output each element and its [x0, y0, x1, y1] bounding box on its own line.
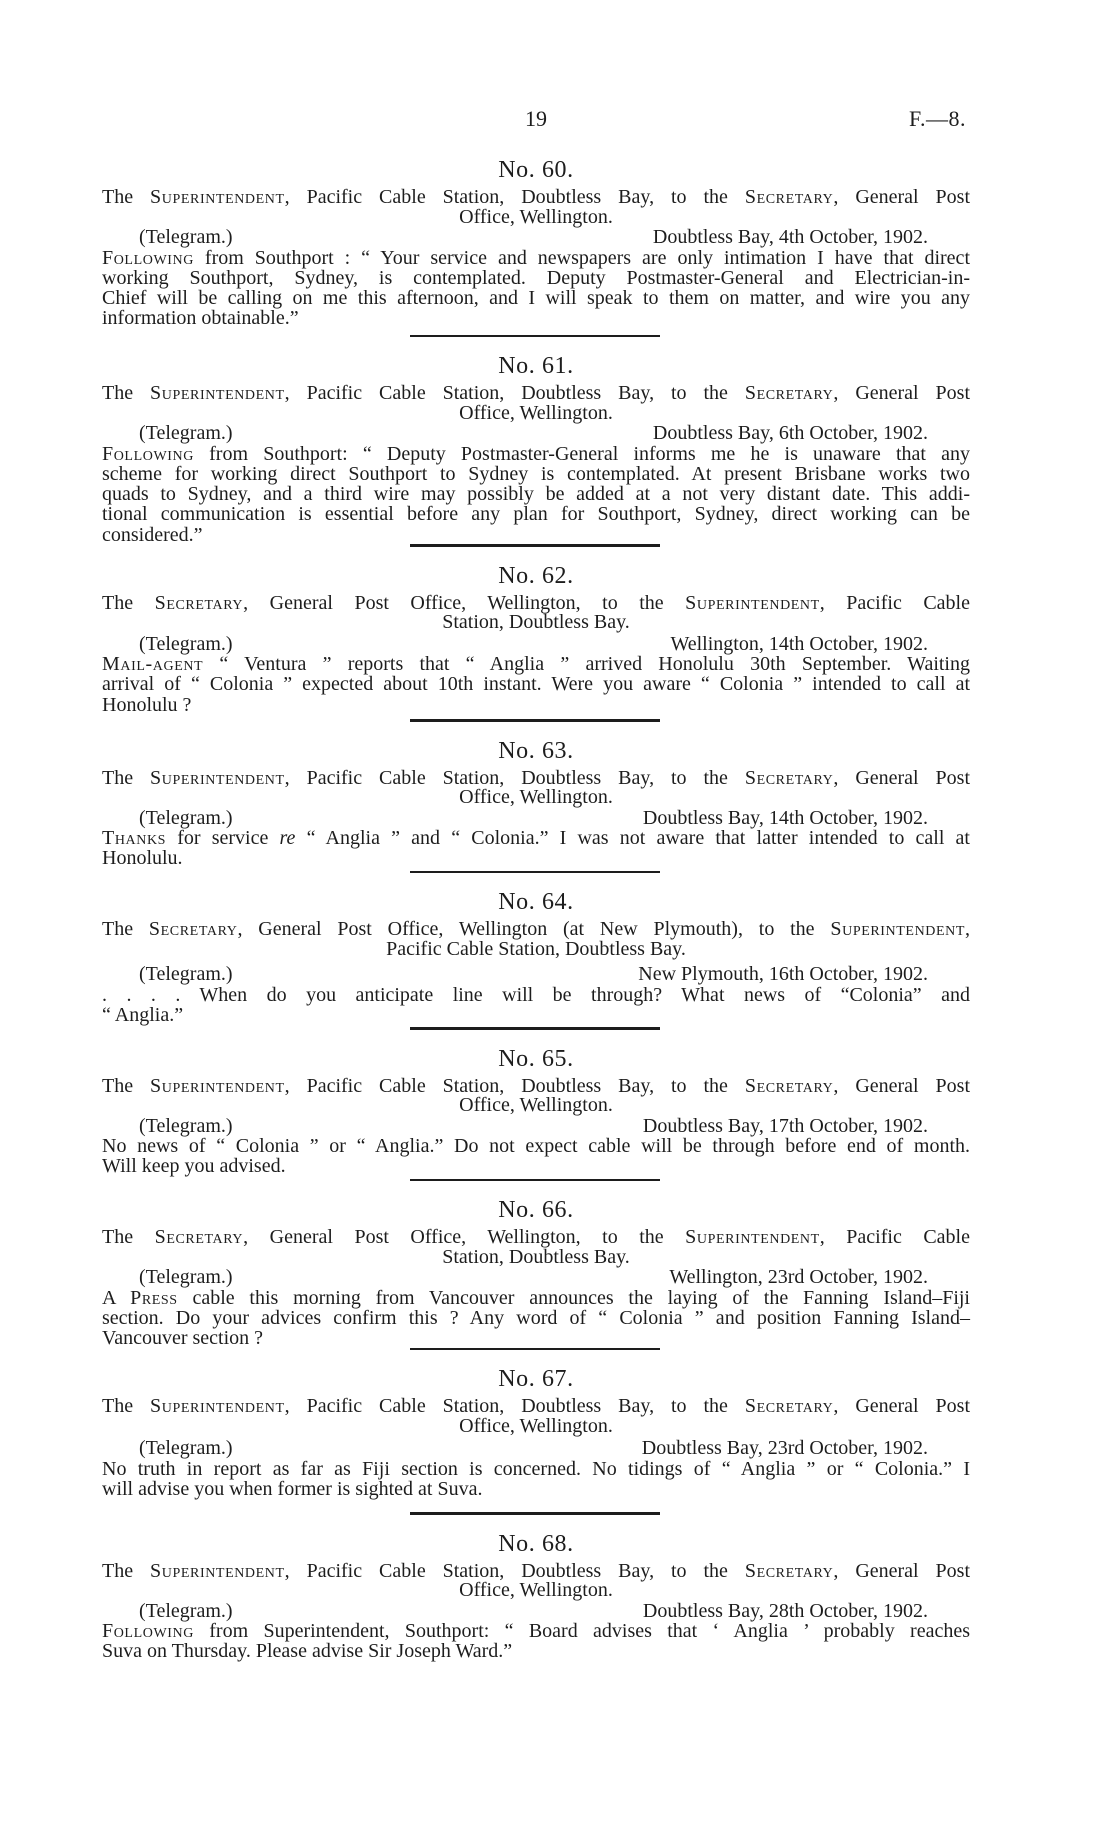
- dateline: Doubtless Bay, 6th October, 1902.: [652, 422, 928, 444]
- text-run: will advise you when former is sighted at Suva.: [102, 1477, 483, 1500]
- body-line: [102, 674, 970, 694]
- text-run: Office, Wellington.: [459, 401, 613, 424]
- text-run: The: [102, 1074, 151, 1097]
- entry-number-heading: No. 60.: [498, 157, 574, 183]
- small-caps-text: Mail-agent: [102, 653, 204, 675]
- address-line: [102, 205, 970, 228]
- body-line: [102, 525, 970, 545]
- body-line: [102, 464, 970, 484]
- telegram-label: (Telegram.): [139, 1599, 233, 1622]
- text-run: No news of “ Colonia ” or “ Anglia.” Do not expect cable will be through before end of month.: [102, 1135, 970, 1157]
- body-line: [102, 1308, 970, 1328]
- text-run: working Southport, Sydney, is contemplated. Deputy Postmaster-General and Electrician-in-: [102, 266, 970, 289]
- body-line: [102, 1459, 970, 1479]
- body-line: [102, 1641, 970, 1661]
- body-line: [102, 1328, 970, 1348]
- address-block: [102, 591, 970, 633]
- small-caps-text: Following: [102, 246, 194, 269]
- small-caps-text: Secretary: [744, 766, 834, 789]
- message-body: [102, 654, 970, 715]
- body-line: [102, 828, 970, 848]
- telegram-dateline-row: [102, 1116, 970, 1137]
- small-caps-text: Press: [130, 1286, 178, 1309]
- message-body: [102, 444, 970, 545]
- telegram-entry: [102, 1046, 970, 1177]
- body-line: [102, 248, 970, 268]
- address-block: [102, 1559, 971, 1601]
- address-block: [102, 1074, 971, 1116]
- body-line: [102, 1621, 970, 1641]
- text-run: , Pacific Cable: [819, 1226, 970, 1248]
- text-run: Office, Wellington.: [459, 786, 613, 808]
- body-line: [102, 484, 970, 504]
- telegram-label: (Telegram.): [139, 806, 233, 829]
- address-line: [102, 788, 970, 808]
- text-run: arrival of “ Colonia ” expected about 10th instant. Were you aware “ Colonia ” intended to call at: [102, 673, 970, 696]
- small-caps-text: Secretary: [744, 186, 834, 208]
- text-run: Office, Wellington.: [459, 1414, 613, 1437]
- body-line: [102, 308, 970, 328]
- telegram-dateline-row: [102, 423, 970, 444]
- dateline: New Plymouth, 16th October, 1902.: [638, 963, 928, 985]
- text-run: scheme for working direct Southport to Sydney is contemplated. At present Brisbane works two: [102, 462, 970, 485]
- text-run: “ Anglia ” and “ Colonia.” I was not aware that latter intended to call at: [295, 827, 970, 849]
- text-run: cable this morning from Vancouver announces the laying of the Fanning Island–Fiji: [177, 1286, 970, 1309]
- body-line: [102, 444, 970, 464]
- text-run: from Superintendent, Southport: “ Board advises that ‘ Anglia ’ probably reaches: [193, 1620, 970, 1642]
- entry-number-heading: No. 61.: [498, 353, 574, 379]
- message-body: [102, 1136, 970, 1177]
- dateline: Doubtless Bay, 14th October, 1902.: [642, 806, 928, 829]
- telegram-entry: [102, 1366, 970, 1499]
- section-rule: [410, 1348, 660, 1351]
- text-run: The: [102, 382, 151, 404]
- text-run: A: [102, 1286, 131, 1309]
- dateline: Doubtless Bay, 28th October, 1902.: [642, 1599, 928, 1622]
- body-line: [102, 1136, 970, 1156]
- small-caps-text: Following: [102, 1620, 194, 1642]
- telegram-label: (Telegram.): [139, 1266, 233, 1288]
- text-run: Honolulu.: [102, 847, 183, 870]
- text-run: tional communication is essential before any plan for Southport, Sydney, direct working can be: [102, 503, 970, 526]
- text-run: , Pacific Cable Station, Doubtless Bay, to the: [284, 766, 745, 789]
- telegram-entry: [102, 157, 970, 329]
- body-line: [102, 1005, 970, 1025]
- address-block: [102, 1228, 970, 1267]
- text-run: Station, Doubtless Bay.: [442, 1245, 630, 1268]
- entry-number-heading: No. 63.: [498, 737, 574, 764]
- text-run: , General Post Office, Wellington (at New Plymouth), to the: [237, 918, 831, 940]
- text-run: The: [102, 918, 149, 940]
- telegram-label: (Telegram.): [139, 226, 233, 248]
- section-rule: [410, 544, 660, 547]
- telegram-entry: [102, 1531, 970, 1662]
- message-body: [102, 985, 970, 1026]
- text-run: , General Post: [833, 186, 971, 208]
- text-run: “ Ventura ” reports that “ Anglia ” arrived Honolulu 30th September. Waiting: [203, 653, 970, 675]
- small-caps-text: Superintendent: [150, 1074, 285, 1097]
- text-run: , General Post: [833, 766, 971, 789]
- text-run: , General Post Office, Wellington, to the: [243, 1226, 686, 1248]
- section-rule: [410, 871, 660, 874]
- telegram-entry: [102, 738, 970, 869]
- telegram-entry: [102, 1197, 970, 1348]
- small-caps-text: Superintendent: [150, 1559, 285, 1582]
- text-run: , Pacific Cable Station, Doubtless Bay, to the: [284, 1559, 745, 1582]
- small-caps-text: Secretary: [744, 382, 834, 404]
- body-line: [102, 1288, 970, 1308]
- text-run: Pacific Cable Station, Doubtless Bay.: [386, 937, 686, 960]
- text-run: , General Post: [833, 382, 971, 404]
- body-line: [102, 268, 970, 288]
- text-run: “ Anglia.”: [102, 1003, 184, 1026]
- entry-number-heading: No. 66.: [498, 1197, 574, 1223]
- address-block: [102, 384, 970, 423]
- text-run: Suva on Thursday. Please advise Sir Joseph Ward.”: [102, 1640, 513, 1663]
- text-run: quads to Sydney, and a third wire may possibly be added at a not very distant date. This addi-: [102, 483, 970, 506]
- address-block: [102, 1397, 970, 1436]
- telegram-entry: [102, 889, 970, 1025]
- telegram-dateline-row: [102, 634, 970, 655]
- address-block: [102, 766, 971, 808]
- text-run: from Southport: “ Deputy Postmaster-General informs me he is unaware that any: [193, 442, 970, 465]
- italic-text: re: [279, 827, 296, 849]
- telegram-label: (Telegram.): [139, 963, 233, 985]
- message-body: [102, 1621, 970, 1662]
- small-caps-text: Secretary: [744, 1559, 834, 1582]
- message-body: [102, 1288, 970, 1349]
- telegram-label: (Telegram.): [139, 632, 233, 655]
- text-run: Office, Wellington.: [459, 205, 613, 228]
- text-run: Honolulu ?: [102, 693, 192, 716]
- text-run: , General Post: [833, 1395, 971, 1417]
- text-run: , Pacific Cable: [819, 591, 970, 614]
- telegram-entry: [102, 563, 970, 715]
- text-run: , Pacific Cable Station, Doubtless Bay, to the: [284, 186, 745, 208]
- section-rule: [410, 1027, 660, 1030]
- text-run: section. Do your advices confirm this ? Any word of “ Colonia ” and position Fanning Island–: [102, 1306, 970, 1329]
- text-run: Office, Wellington.: [459, 1579, 613, 1601]
- small-caps-text: Thanks: [102, 827, 167, 849]
- text-run: No truth in report as far as Fiji section is concerned. No tidings of “ Anglia ” or “ Colonia.” I: [102, 1457, 970, 1480]
- text-run: The: [102, 591, 155, 614]
- small-caps-text: Superintendent: [150, 766, 285, 789]
- message-body: [102, 248, 970, 329]
- address-line: [102, 401, 970, 424]
- text-run: Vancouver section ?: [102, 1327, 264, 1350]
- text-run: The: [102, 1395, 151, 1417]
- address-block: [102, 188, 970, 227]
- telegram-dateline-row: [102, 808, 970, 829]
- telegram-label: (Telegram.): [139, 422, 233, 444]
- text-run: , General Post: [833, 1074, 971, 1097]
- section-rule: [410, 1512, 660, 1515]
- body-line: [102, 1156, 970, 1176]
- small-caps-text: Superintendent: [150, 1395, 285, 1417]
- telegram-dateline-row: [102, 1601, 970, 1622]
- small-caps-text: Secretary: [744, 1074, 834, 1097]
- entry-number-heading: No. 67.: [498, 1366, 574, 1392]
- text-run: from Southport : “ Your service and newspapers are only intimation I have that direct: [193, 246, 970, 269]
- section-rule: [410, 1179, 660, 1182]
- text-run: , General Post: [833, 1559, 971, 1582]
- text-run: Will keep you advised.: [102, 1155, 286, 1178]
- small-caps-text: Superintendent: [685, 591, 820, 614]
- address-line: [102, 1414, 970, 1437]
- text-run: . . . . When do you anticipate line will be through? What news of “Colonia” and: [102, 983, 970, 1006]
- small-caps-text: Secretary: [154, 1226, 244, 1248]
- text-run: for service: [166, 827, 280, 849]
- telegram-dateline-row: [102, 227, 970, 248]
- section-rule: [410, 719, 660, 722]
- small-caps-text: Following: [102, 442, 194, 465]
- small-caps-text: Secretary: [154, 591, 244, 614]
- text-run: , Pacific Cable Station, Doubtless Bay, to the: [284, 1074, 745, 1097]
- telegram-label: (Telegram.): [139, 1437, 233, 1459]
- body-line: [102, 654, 970, 674]
- text-run: The: [102, 1226, 155, 1248]
- text-run: considered.”: [102, 523, 203, 546]
- telegram-label: (Telegram.): [139, 1114, 233, 1137]
- telegram-dateline-row: [102, 964, 970, 985]
- entry-number-heading: No. 68.: [498, 1530, 574, 1557]
- text-run: The: [102, 766, 151, 789]
- text-run: information obtainable.”: [102, 307, 299, 330]
- entry-number-heading: No. 62.: [498, 562, 574, 589]
- text-run: Chief will be calling on me this afternoon, and I will speak to them on matter, and wire you any: [102, 287, 970, 310]
- page-reference: F.—8.: [909, 106, 966, 131]
- text-run: , Pacific Cable Station, Doubtless Bay, to the: [284, 1395, 745, 1417]
- dateline: Wellington, 14th October, 1902.: [670, 632, 928, 655]
- entry-number-heading: No. 65.: [498, 1045, 574, 1072]
- small-caps-text: Superintendent: [150, 382, 285, 404]
- small-caps-text: Superintendent: [830, 918, 966, 940]
- section-rule: [410, 335, 660, 338]
- small-caps-text: Secretary: [148, 918, 238, 940]
- telegram-dateline-row: [102, 1267, 970, 1288]
- body-line: [102, 848, 970, 868]
- address-block: [102, 920, 970, 959]
- body-line: [102, 695, 970, 715]
- text-run: Station, Doubtless Bay.: [442, 611, 630, 633]
- body-line: [102, 504, 970, 524]
- small-caps-text: Secretary: [744, 1395, 834, 1417]
- text-run: Office, Wellington.: [459, 1094, 613, 1116]
- address-line: [102, 613, 970, 633]
- address-line: [102, 937, 970, 960]
- dateline: Doubtless Bay, 23rd October, 1902.: [641, 1437, 928, 1459]
- text-run: The: [102, 1559, 151, 1582]
- text-run: The: [102, 186, 151, 208]
- address-line: [102, 1581, 970, 1601]
- message-body: [102, 828, 970, 869]
- small-caps-text: Superintendent: [150, 186, 285, 208]
- address-line: [102, 1096, 970, 1116]
- message-body: [102, 1459, 970, 1500]
- entry-number-heading: No. 64.: [498, 889, 574, 915]
- telegram-dateline-row: [102, 1438, 970, 1459]
- text-run: , General Post Office, Wellington, to the: [243, 591, 686, 614]
- telegram-entry: [102, 353, 970, 545]
- dateline: Doubtless Bay, 4th October, 1902.: [652, 226, 928, 248]
- text-run: ,: [965, 918, 971, 940]
- dateline: Wellington, 23rd October, 1902.: [669, 1266, 928, 1288]
- address-line: [102, 1245, 970, 1268]
- text-run: , Pacific Cable Station, Doubtless Bay, to the: [284, 382, 745, 404]
- small-caps-text: Superintendent: [685, 1226, 820, 1248]
- dateline: Doubtless Bay, 17th October, 1902.: [642, 1114, 928, 1137]
- body-line: [102, 1479, 970, 1499]
- body-line: [102, 985, 970, 1005]
- body-line: [102, 288, 970, 308]
- page-number: 19: [525, 106, 547, 131]
